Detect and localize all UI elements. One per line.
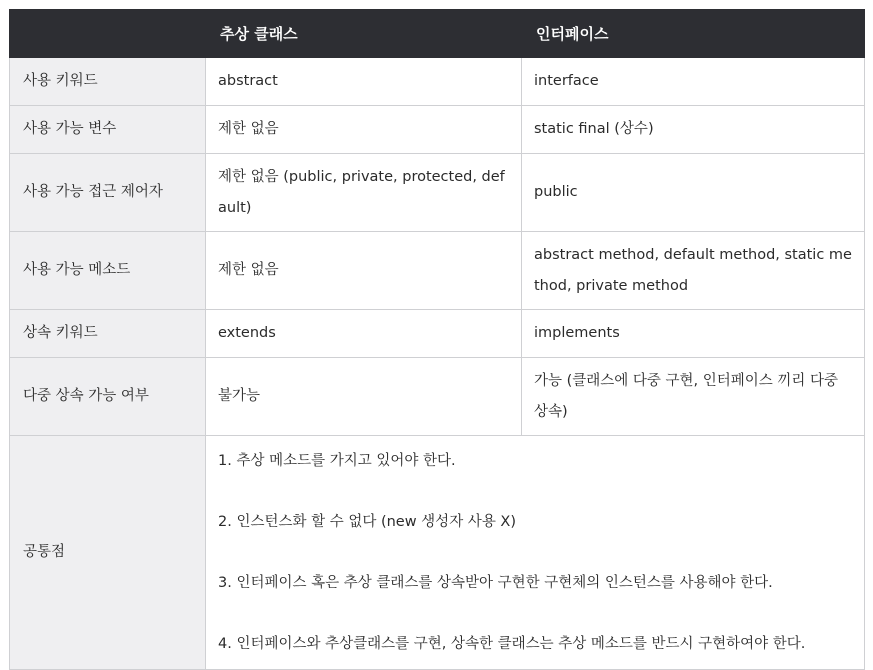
abstract-class-cell: abstract [206,58,522,106]
abstract-class-cell: 불가능 [206,358,522,436]
table-header [10,10,865,58]
table-row [10,58,865,106]
comparison-table [9,9,865,670]
interface-cell: 가능 (클래스에 다중 구현, 인터페이스 끼리 다중 상속) [522,358,865,436]
abstract-class-cell: extends [206,310,522,358]
header-interface: 인터페이스 [522,10,865,58]
table-body [10,58,865,670]
interface-cell: public [522,154,865,232]
row-label: 상속 키워드 [10,310,206,358]
common-label: 공통점 [10,436,206,670]
table-row [10,106,865,154]
interface-cell: abstract method, default method, static method, private method [522,232,865,310]
row-label: 사용 가능 변수 [10,106,206,154]
table-row [10,154,865,232]
abstract-class-cell: 제한 없음 (public, private, protected, default) [206,154,522,232]
common-item: 2. 인스턴스화 할 수 없다 (new 생성자 사용 X) [218,513,517,530]
common-item: 1. 추상 메소드를 가지고 있어야 한다. [218,452,456,469]
table-row [10,310,865,358]
abstract-class-cell: 제한 없음 [206,232,522,310]
interface-cell: static final (상수) [522,106,865,154]
common-content-cell [206,436,865,670]
row-label: 사용 가능 접근 제어자 [10,154,206,232]
header-empty-cell [10,10,206,58]
table-row [10,232,865,310]
interface-cell: interface [522,58,865,106]
interface-cell: implements [522,310,865,358]
common-item: 3. 인터페이스 혹은 추상 클래스를 상속받아 구현한 구현체의 인스턴스를 사용해야 한다. [218,574,773,591]
row-label: 사용 키워드 [10,58,206,106]
comparison-table-container [9,9,864,670]
header-row [10,10,865,58]
common-list [218,446,852,660]
common-row [10,436,865,670]
row-label: 사용 가능 메소드 [10,232,206,310]
abstract-class-cell: 제한 없음 [206,106,522,154]
common-item: 4. 인터페이스와 추상클래스를 구현, 상속한 클래스는 추상 메소드를 반드시 구현하여야 한다. [218,635,806,652]
header-abstract-class: 추상 클래스 [206,10,522,58]
table-row [10,358,865,436]
row-label: 다중 상속 가능 여부 [10,358,206,436]
